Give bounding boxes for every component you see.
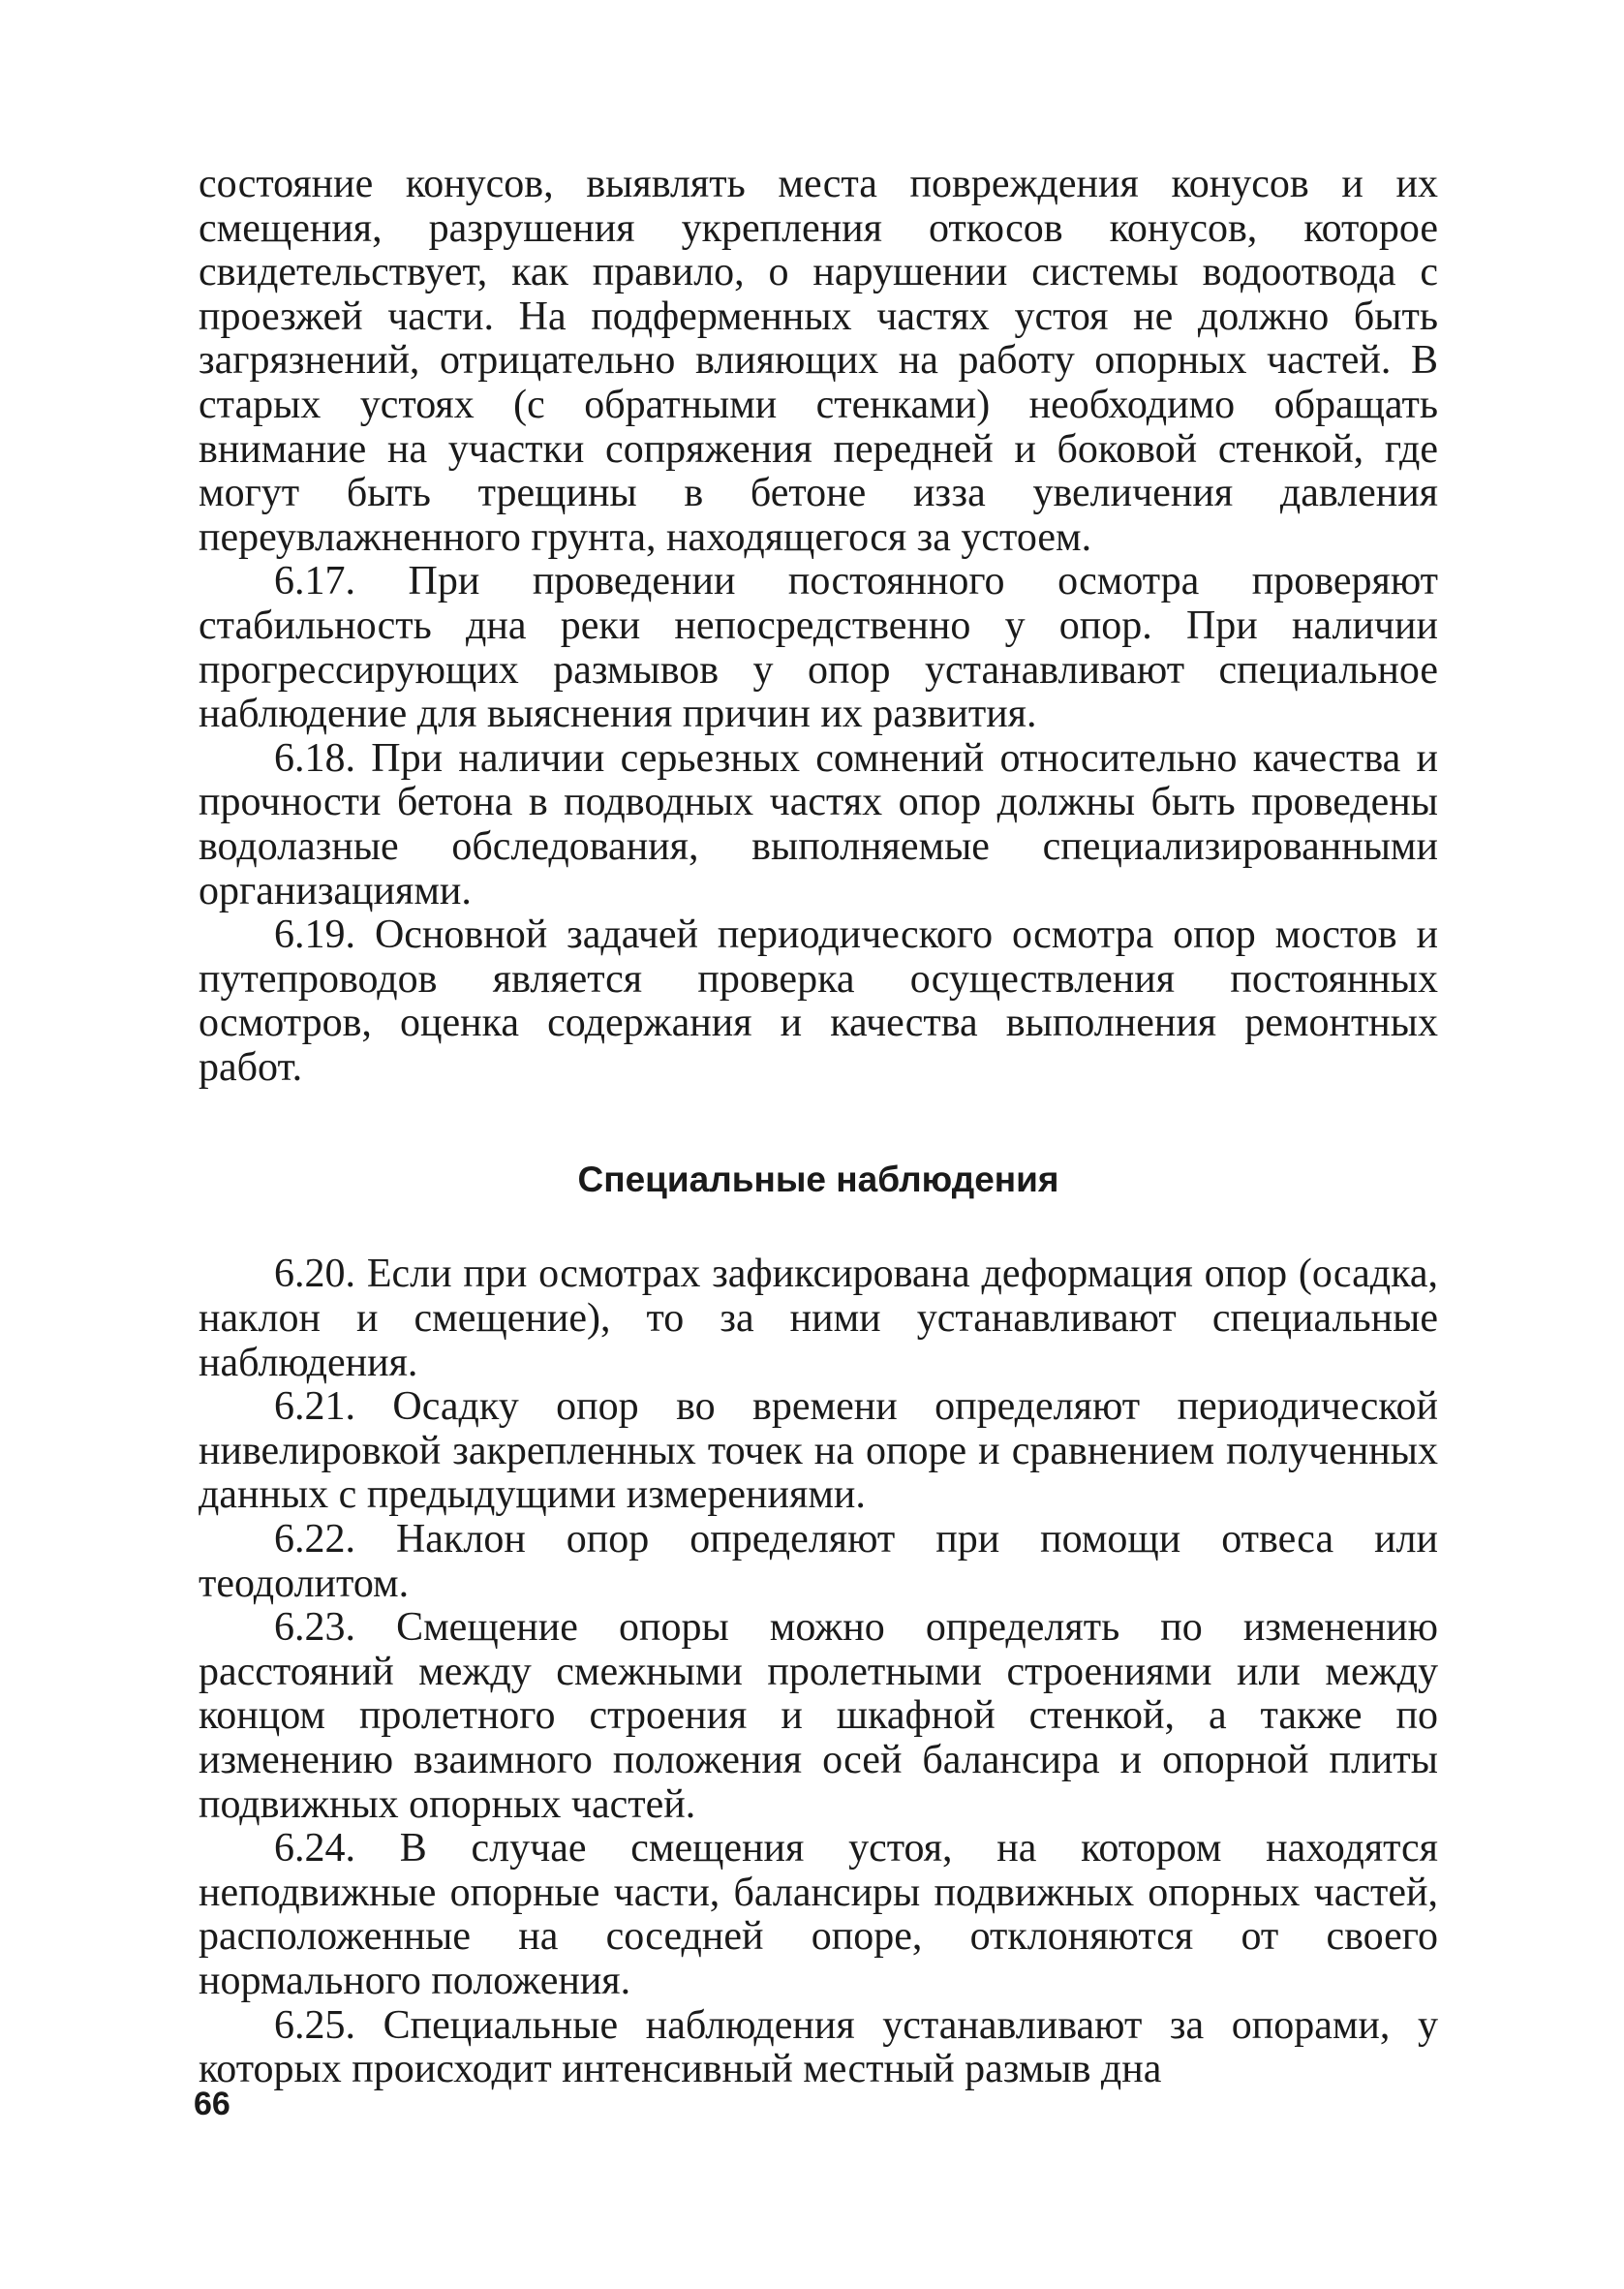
paragraph-6-23: 6.23. Смещение опоры можно определять по изменению расстояний между смежными пролетными строениями или между концом пролетного строения и шкафной стенкой, а также по изменению взаимного положения осей балансира и опорной плиты подвижных опорных частей. xyxy=(199,1605,1438,1827)
paragraph-6-17: 6.17. При проведении постоянного осмотра проверяют стабильность дна реки непосредственно у опор. При наличии прогрессирующих размывов у опор устанавливают специальное наблюдение для выяснения причин их развития. xyxy=(199,559,1438,737)
page-number: 66 xyxy=(194,2086,230,2122)
paragraph-continuation: состояние конусов, выявлять места повреждения конусов и их смещения, разрушения укрепления откосов конусов, которое свидетельствует, как правило, о нарушении системы водоотвода с проезжей части. На подферменных частях устоя не должно быть загрязнений, отрицательно влияющих на работу опорных частей. В старых устоях (с обратными стенками) необходимо обращать внимание на участки сопряжения передней и боковой стенкой, где могут быть трещины в бетоне изза увеличения давления переувлажненного грунта, находящегося за устоем. xyxy=(199,162,1438,560)
paragraph-6-25: 6.25. Специальные наблюдения устанавливают за опорами, у которых происходит интенсивный местный размыв дна xyxy=(199,2002,1438,2092)
section-heading: Специальные наблюдения xyxy=(577,1160,1059,1200)
paragraph-6-19: 6.19. Основной задачей периодического осмотра опор мостов и путепроводов является проверка осуществления постоянных осмотров, оценка содержания и качества выполнения ремонтных работ. xyxy=(199,913,1438,1090)
paragraph-6-20: 6.20. Если при осмотрах зафиксирована деформация опор (осадка, наклон и смещение), то за ними устанавливают специальные наблюдения. xyxy=(199,1252,1438,1385)
paragraph-6-22: 6.22. Наклон опор определяют при помощи отвеса или теодолитом. xyxy=(199,1517,1438,1606)
paragraph-6-21: 6.21. Осадку опор во времени определяют периодической нивелировкой закрепленных точек на опоре и сравнением полученных данных с предыдущими измерениями. xyxy=(199,1384,1438,1518)
paragraph-6-18: 6.18. При наличии серьезных сомнений относительно качества и прочности бетона в подводных частях опор должны быть проведены водолазные обследования, выполняемые специализированными организациями. xyxy=(199,735,1438,913)
paragraph-6-24: 6.24. В случае смещения устоя, на котором находятся неподвижные опорные части, балансиры подвижных опорных частей, расположенные на соседней опоре, отклоняются от своего нормального положения. xyxy=(199,1826,1438,2003)
document-page xyxy=(199,163,1438,2092)
